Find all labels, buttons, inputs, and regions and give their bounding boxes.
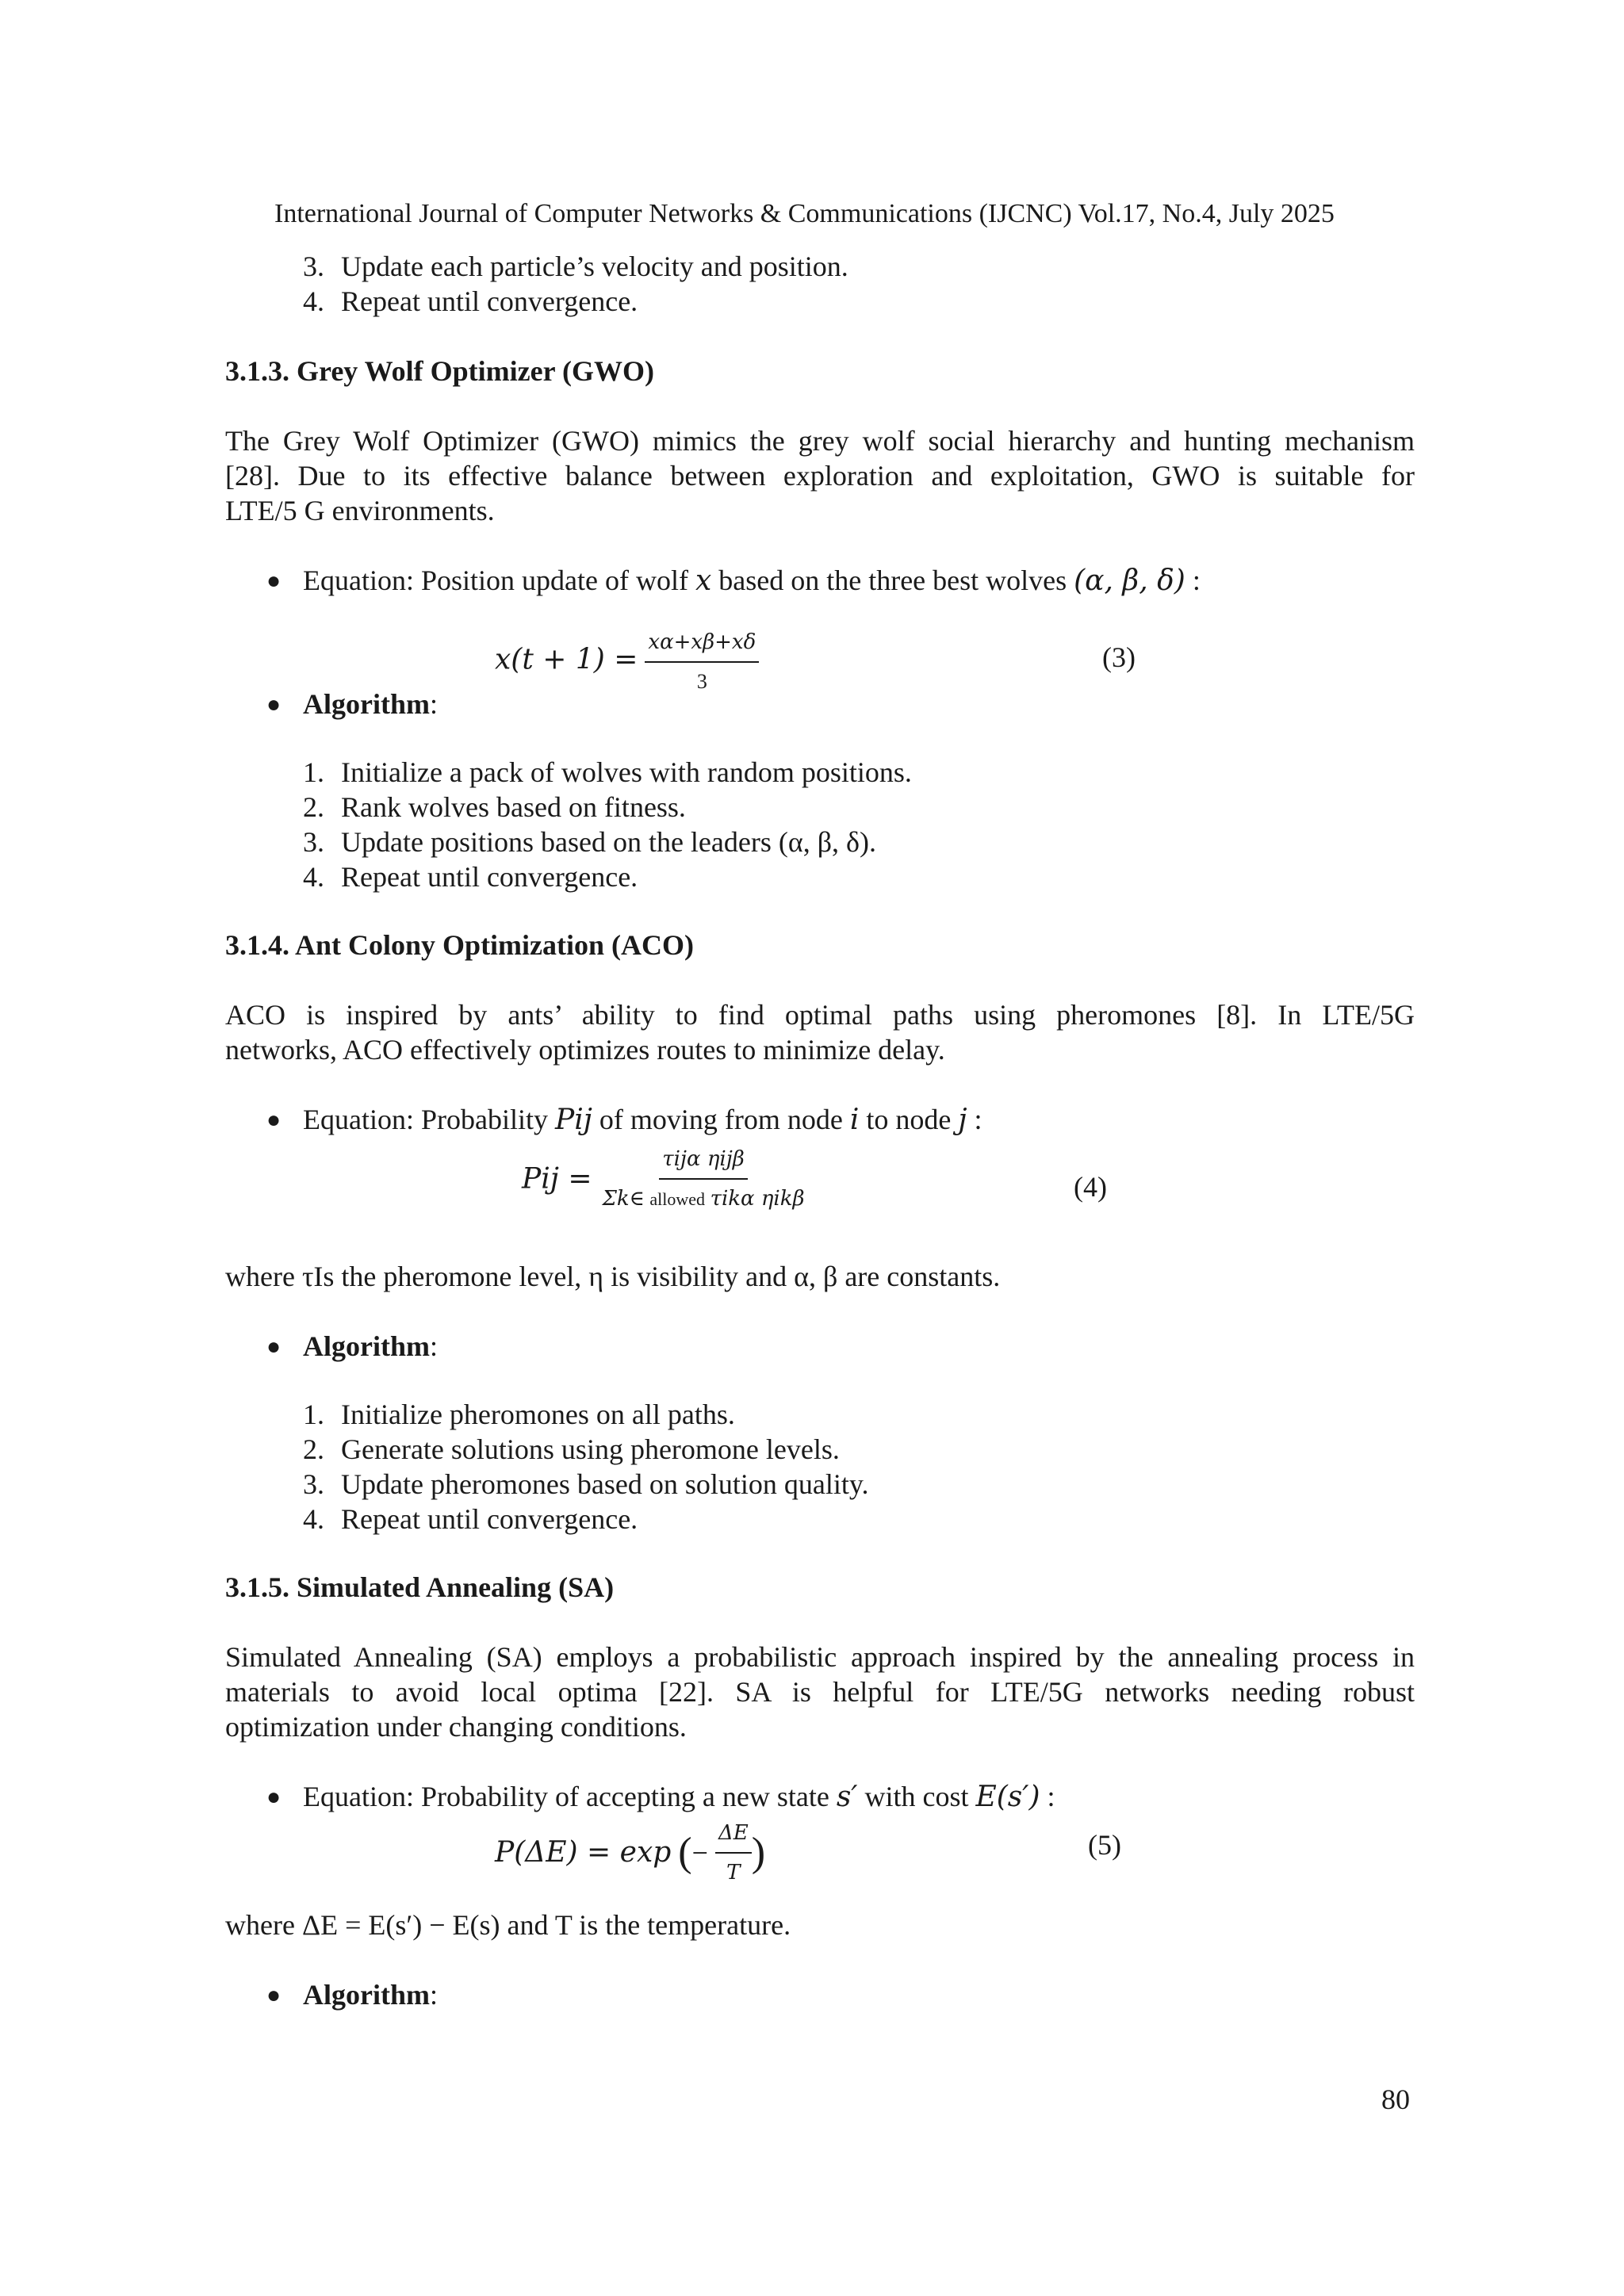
list-item-text: Repeat until convergence. [341,1503,638,1535]
list-number: 4. [303,285,324,317]
paragraph-line: LTE/5 G environments. [225,495,495,526]
running-header: International Journal of Computer Networks & Communications (IJCNC) Vol.17, No.4, July 2025 [274,199,1335,228]
equation-lhs: Pij = [522,1162,592,1196]
list-number: 4. [303,1503,324,1535]
where-clause: where τIs the pheromone level, η is visibility and α, β are constants. [225,1261,1001,1292]
list-number: 3. [303,1468,324,1500]
list-number: 2. [303,1433,324,1465]
algorithm-label: Algorithm: [303,1330,438,1362]
paragraph-line: Simulated Annealing (SA) employs a probabilistic approach inspired by the annealing process in [225,1641,1415,1673]
where-clause: where ΔE = E(s′) − E(s) and T is the temperature. [225,1909,791,1941]
equation-number: (3) [1102,641,1136,673]
fraction-numerator: xα+xβ+xδ [645,625,759,663]
list-number: 3. [303,251,324,282]
list-item [303,249,324,284]
equation-lhs: P(ΔE) = exp [495,1836,672,1869]
paragraph-line: ACO is inspired by ants’ ability to find optimal paths using pheromones [8]. In LTE/5G [225,999,1415,1031]
algorithm-label: Algorithm: [303,688,438,720]
section-heading-sa: 3.1.5. Simulated Annealing (SA) [225,1571,615,1603]
list-item [303,284,324,319]
fraction-denominator: Σk∈ allowed τikα ηikβ [602,1187,805,1211]
list-number: 4. [303,861,324,893]
bullet-icon: ● [266,1107,282,1133]
fraction-denominator: 3 [696,670,707,693]
list-item-text: Repeat until convergence. [341,285,638,317]
equation-3 [495,625,759,699]
bullet-icon: ● [266,568,282,594]
math-tuple: (α, β, δ) [1074,564,1185,597]
paragraph-line: [28]. Due to its effective balance between exploration and exploitation, GWO is suitable for [225,460,1415,492]
bullet-icon: ● [266,1784,282,1810]
list-item-text: Update pheromones based on solution quality. [341,1468,869,1500]
colon: : [1192,564,1201,596]
list-item-text: Repeat until convergence. [341,861,638,893]
equation-fraction [715,1816,752,1890]
equation-label: Equation: Position update of wolf [303,564,688,596]
paragraph-line: The Grey Wolf Optimizer (GWO) mimics the grey wolf social hierarchy and hunting mechanism [225,425,1415,457]
list-number: 3. [303,826,324,858]
list-item-text: Update positions based on the leaders (α, β, δ). [341,826,876,858]
paragraph-line: materials to avoid local optima [22]. SA is helpful for LTE/5G networks needing robust [225,1676,1415,1708]
equation-lhs: x(t + 1) = [495,643,638,676]
paragraph-line: optimization under changing conditions. [225,1711,687,1743]
equation-text: based on the three best wolves [718,564,1067,596]
list-number: 2. [303,791,324,823]
list-number: 1. [303,1399,324,1430]
page-number: 80 [1381,2084,1410,2115]
list-item-text: Generate solutions using pheromone levels. [341,1433,840,1465]
equation-5 [495,1816,765,1890]
equation-fraction [645,625,759,699]
list-item-text: Update each particle’s velocity and position. [341,251,848,282]
equation-intro: Equation: Probability Pij of moving from node i to node j : [303,1104,982,1136]
section-heading-aco: 3.1.4. Ant Colony Optimization (ACO) [225,929,695,961]
fraction-numerator: τijα ηijβ [659,1142,748,1180]
math-var: Pij [554,1104,592,1136]
equation-fraction [599,1142,808,1217]
bullet-icon: ● [266,691,282,718]
list-item-text: Initialize pheromones on all paths. [341,1399,735,1430]
bullet-icon: ● [266,1982,282,2008]
fraction-denominator: T [726,1861,741,1885]
minus-sign: − [691,1837,708,1869]
math-var: x [695,564,712,597]
fraction-numerator: ΔE [715,1816,752,1854]
list-item-text: Rank wolves based on fitness. [341,791,686,823]
paragraph-line: networks, ACO effectively optimizes routes to minimize delay. [225,1034,945,1066]
section-heading-gwo: 3.1.3. Grey Wolf Optimizer (GWO) [225,355,654,387]
list-item-text: Initialize a pack of wolves with random positions. [341,756,912,788]
right-paren: ) [751,1830,766,1875]
list-number: 1. [303,756,324,788]
equation-number: (5) [1088,1829,1121,1861]
algorithm-label: Algorithm: [303,1979,438,2011]
equation-4 [522,1142,808,1217]
equation-number: (4) [1074,1171,1107,1203]
equation-intro [303,563,1201,599]
left-paren: ( [678,1830,692,1875]
equation-intro: Equation: Probability of accepting a new state s′ with cost E(s′) : [303,1781,1055,1813]
bullet-icon: ● [266,1334,282,1360]
